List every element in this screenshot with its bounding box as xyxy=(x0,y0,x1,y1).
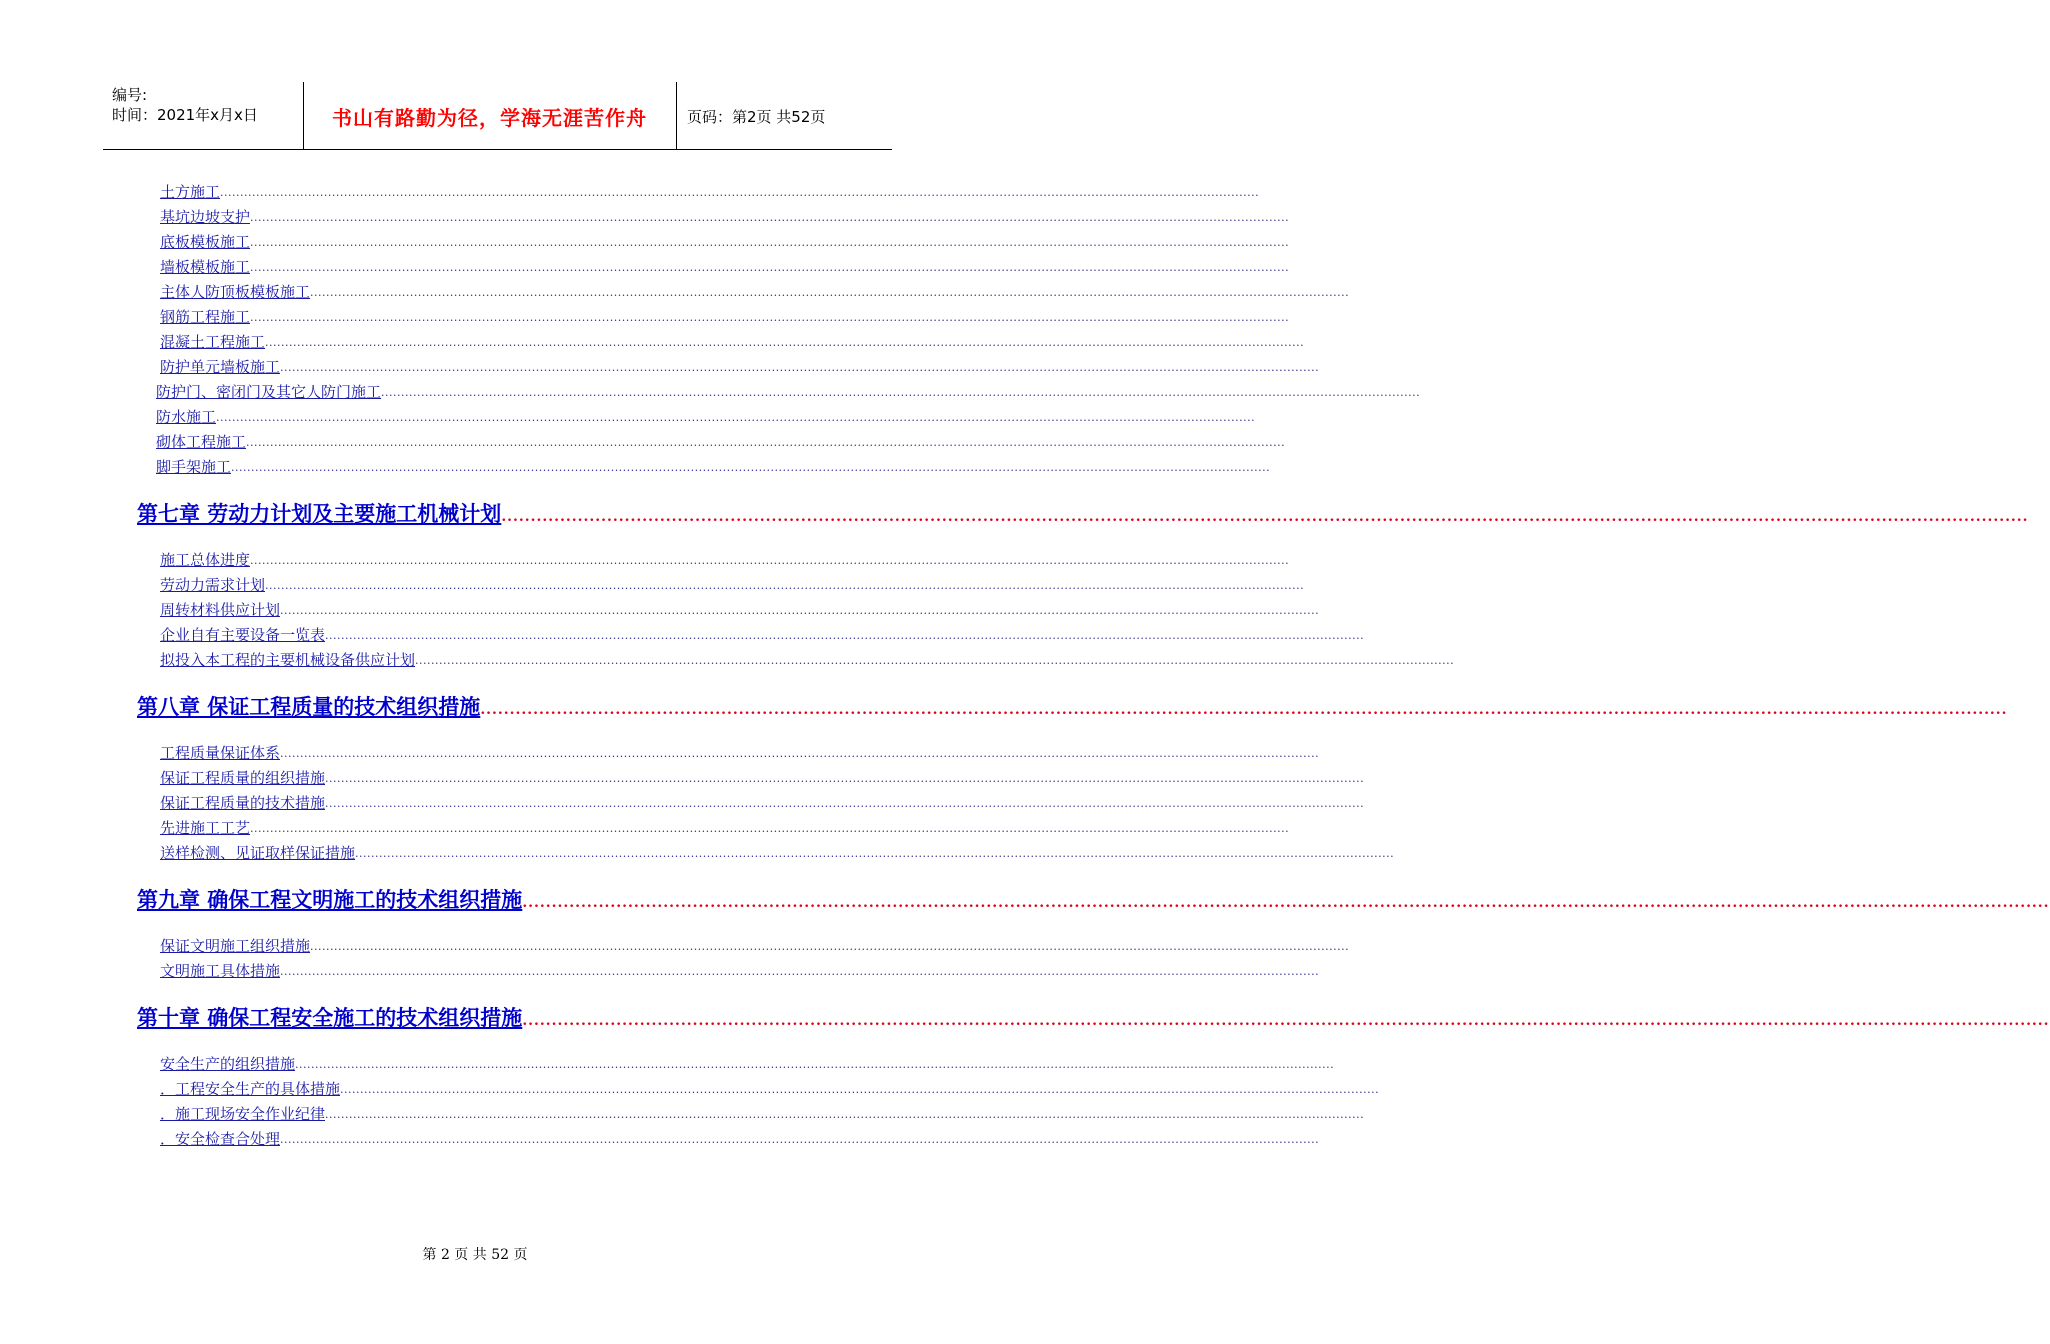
toc-entry[interactable] xyxy=(156,1129,1320,1149)
page-code: 页码：第2页 共52页 xyxy=(687,108,826,126)
toc-entry-label[interactable]: 混凝土工程施工 xyxy=(160,333,266,351)
toc-entry[interactable] xyxy=(156,961,1320,981)
page-header xyxy=(103,82,892,150)
leader-dots: .................................................................................................................................................................................................................................................................... xyxy=(246,436,1286,449)
leader-dots: .................................................................................................................................................................................................................................................................... xyxy=(280,604,1320,617)
toc-entry-label[interactable]: ．工程安全生产的具体措施 xyxy=(160,1080,341,1098)
leader-dots: .................................................................................................................................................................................................................................................................... xyxy=(381,386,1421,399)
leader-dots: .................................................................................................................................................................................................................................................................... xyxy=(310,286,1350,299)
toc-entry[interactable] xyxy=(156,407,1256,427)
toc-entry-label[interactable]: 劳动力需求计划 xyxy=(160,576,266,594)
toc-entry-label[interactable]: 砌体工程施工 xyxy=(156,433,247,451)
leader-dots: .................................................................................................................................................................................................................................................................... xyxy=(295,1058,1335,1071)
chapter-heading[interactable] xyxy=(137,693,2008,721)
toc-entry[interactable] xyxy=(156,1104,1365,1124)
leader-dots: .................................................................................................................................................................................................................................................................... xyxy=(250,311,1290,324)
toc-entry-label[interactable]: 防水施工 xyxy=(156,408,217,426)
toc-entry-label[interactable]: 送样检测、见证取样保证措施 xyxy=(160,844,356,862)
leader-dots: .................................................................................................................................................................................................................................................................... xyxy=(325,772,1365,785)
toc-entry-label[interactable]: 企业自有主要设备一览表 xyxy=(160,626,326,644)
code-label: 编号: xyxy=(112,86,148,104)
chapter-title[interactable]: 第十章 确保工程安全施工的技术组织措施 xyxy=(137,1005,523,1030)
chapter-heading[interactable] xyxy=(137,886,2050,914)
leader-dots: .................................................................................................................................................................................................................................................................... xyxy=(325,1108,1365,1121)
toc-entry[interactable] xyxy=(156,457,1271,477)
chapter-leader-dots: .................................................................................................................................................................................................................................................................... xyxy=(501,509,2029,525)
leader-dots: .................................................................................................................................................................................................................................................................... xyxy=(250,822,1290,835)
toc-entry[interactable] xyxy=(156,332,1305,352)
toc-entry-label[interactable]: 保证文明施工组织措施 xyxy=(160,937,311,955)
toc-entry[interactable] xyxy=(156,843,1395,863)
leader-dots: .................................................................................................................................................................................................................................................................... xyxy=(231,461,1271,474)
leader-dots: .................................................................................................................................................................................................................................................................... xyxy=(220,186,1260,199)
header-right-cell xyxy=(677,82,892,149)
chapter-leader-dots: .................................................................................................................................................................................................................................................................... xyxy=(480,702,2008,718)
toc-entry[interactable] xyxy=(156,182,1260,202)
toc-entry-label[interactable]: 脚手架施工 xyxy=(156,458,232,476)
time-label: 时间：2021年x月x日 xyxy=(112,106,258,124)
leader-dots: .................................................................................................................................................................................................................................................................... xyxy=(310,940,1350,953)
header-middle-cell xyxy=(303,82,677,149)
toc-entry-label[interactable]: 周转材料供应计划 xyxy=(160,601,281,619)
toc-entry-label[interactable]: 保证工程质量的组织措施 xyxy=(160,769,326,787)
toc-entry[interactable] xyxy=(156,650,1455,670)
toc-entry[interactable] xyxy=(156,382,1421,402)
toc-entry[interactable] xyxy=(156,936,1350,956)
chapter-leader-dots: .................................................................................................................................................................................................................................................................... xyxy=(522,895,2050,911)
page-footer: 第 2 页 共 52 页 xyxy=(422,1247,528,1263)
toc-entry-label[interactable]: 先进施工工艺 xyxy=(160,819,251,837)
toc-entry-label[interactable]: 底板模板施工 xyxy=(160,233,251,251)
leader-dots: .................................................................................................................................................................................................................................................................... xyxy=(265,579,1305,592)
leader-dots: .................................................................................................................................................................................................................................................................... xyxy=(325,797,1365,810)
leader-dots: .................................................................................................................................................................................................................................................................... xyxy=(280,361,1320,374)
toc-entry[interactable] xyxy=(156,257,1290,277)
leader-dots: .................................................................................................................................................................................................................................................................... xyxy=(280,965,1320,978)
toc-entry-label[interactable]: 工程质量保证体系 xyxy=(160,744,281,762)
toc-entry-label[interactable]: 安全生产的组织措施 xyxy=(160,1055,296,1073)
leader-dots: .................................................................................................................................................................................................................................................................... xyxy=(250,211,1290,224)
toc-entry[interactable] xyxy=(156,207,1290,227)
leader-dots: .................................................................................................................................................................................................................................................................... xyxy=(250,236,1290,249)
leader-dots: .................................................................................................................................................................................................................................................................... xyxy=(216,411,1256,424)
toc-entry[interactable] xyxy=(156,793,1365,813)
chapter-title[interactable]: 第八章 保证工程质量的技术组织措施 xyxy=(137,694,481,719)
toc-entry-label[interactable]: ．安全检查合处理 xyxy=(160,1130,281,1148)
chapter-title[interactable]: 第七章 劳动力计划及主要施工机械计划 xyxy=(137,501,502,526)
toc-entry[interactable] xyxy=(156,818,1290,838)
toc-entry-label[interactable]: 防护门、密闭门及其它人防门施工 xyxy=(156,383,382,401)
leader-dots: .................................................................................................................................................................................................................................................................... xyxy=(325,629,1365,642)
toc-entry[interactable] xyxy=(156,600,1320,620)
toc-entry-label[interactable]: 墙板模板施工 xyxy=(160,258,251,276)
chapter-leader-dots: .................................................................................................................................................................................................................................................................... xyxy=(522,1013,2050,1029)
motto: 书山有路勤为径，学海无涯苦作舟 xyxy=(332,106,647,130)
toc-entry[interactable] xyxy=(156,307,1290,327)
toc-entry-label[interactable]: 基坑边坡支护 xyxy=(160,208,251,226)
toc-entry[interactable] xyxy=(156,625,1365,645)
leader-dots: .................................................................................................................................................................................................................................................................... xyxy=(280,1133,1320,1146)
toc-entry[interactable] xyxy=(156,550,1290,570)
leader-dots: .................................................................................................................................................................................................................................................................... xyxy=(415,654,1455,667)
toc-entry[interactable] xyxy=(156,575,1305,595)
leader-dots: .................................................................................................................................................................................................................................................................... xyxy=(355,847,1395,860)
leader-dots: .................................................................................................................................................................................................................................................................... xyxy=(250,554,1290,567)
toc-entry-label[interactable]: 主体人防顶板模板施工 xyxy=(160,283,311,301)
toc-entry[interactable] xyxy=(156,743,1320,763)
toc-entry-label[interactable]: 土方施工 xyxy=(160,183,221,201)
leader-dots: .................................................................................................................................................................................................................................................................... xyxy=(280,747,1320,760)
chapter-heading[interactable] xyxy=(137,500,2029,528)
toc-entry[interactable] xyxy=(156,232,1290,252)
chapter-heading[interactable] xyxy=(137,1004,2050,1032)
toc-entry-label[interactable]: ．施工现场安全作业纪律 xyxy=(160,1105,326,1123)
toc-entry-label[interactable]: 钢筋工程施工 xyxy=(160,308,251,326)
toc-entry-label[interactable]: 防护单元墙板施工 xyxy=(160,358,281,376)
chapter-title[interactable]: 第九章 确保工程文明施工的技术组织措施 xyxy=(137,887,523,912)
toc-entry[interactable] xyxy=(156,282,1350,302)
toc-entry[interactable] xyxy=(156,1054,1335,1074)
toc-entry[interactable] xyxy=(156,357,1320,377)
toc-entry[interactable] xyxy=(156,1079,1380,1099)
toc-entry-label[interactable]: 拟投入本工程的主要机械设备供应计划 xyxy=(160,651,416,669)
toc-entry-label[interactable]: 文明施工具体措施 xyxy=(160,962,281,980)
toc-entry[interactable] xyxy=(156,432,1286,452)
header-left-cell xyxy=(103,82,304,149)
leader-dots: .................................................................................................................................................................................................................................................................... xyxy=(265,336,1305,349)
toc-entry-label[interactable]: 施工总体进度 xyxy=(160,551,251,569)
toc-entry[interactable] xyxy=(156,768,1365,788)
leader-dots: .................................................................................................................................................................................................................................................................... xyxy=(340,1083,1380,1096)
leader-dots: .................................................................................................................................................................................................................................................................... xyxy=(250,261,1290,274)
toc-entry-label[interactable]: 保证工程质量的技术措施 xyxy=(160,794,326,812)
